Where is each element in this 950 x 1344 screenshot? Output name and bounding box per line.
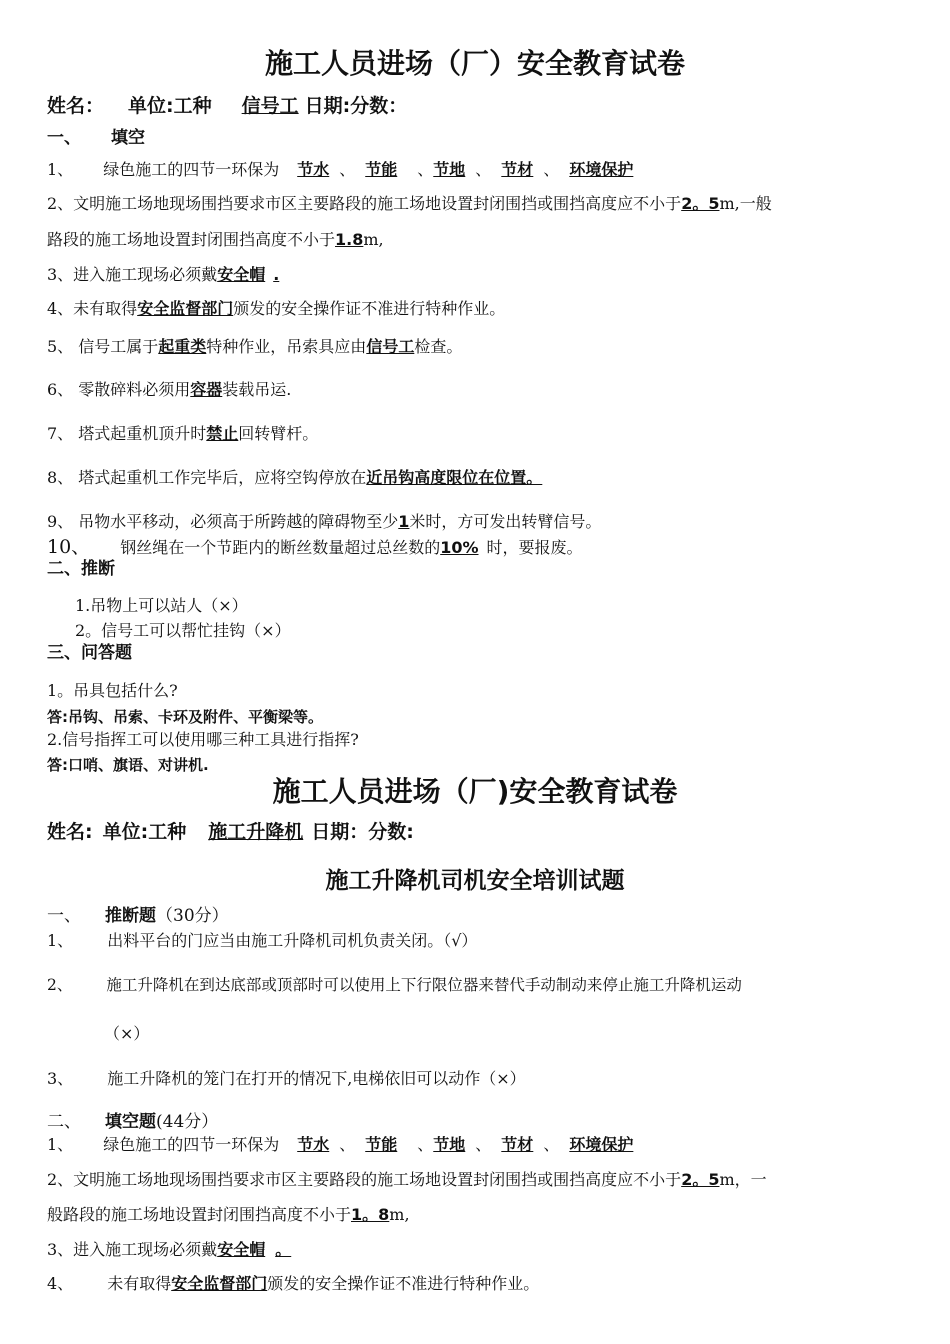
paper2-title: 施工人员进场（厂)安全教育试卷 [272, 775, 678, 808]
question-8: 8、 塔式起重机工作完毕后，应将空钩停放在近吊钩高度限位在位置。 [47, 468, 543, 487]
paper1-header [47, 94, 407, 118]
qa-1-answer: 答:吊钩、吊索、卡环及附件、平衡梁等。 [47, 708, 324, 726]
unit-label: 单位:工种 [128, 95, 212, 117]
paper2-header [47, 820, 414, 844]
p2-judge-2: 2、 施工升降机在到达底部或顶部时可以使用上下行限位器来替代手动制动来停止施工升降机运动 [47, 976, 742, 994]
p2-fill-3: 3、进入施工现场必须戴安全帽 。 [47, 1240, 292, 1259]
judge-2: 2。信号工可以帮忙挂钩（×） [75, 621, 291, 640]
question-1: 1、 绿色施工的四节一环保为 节水 、 节能 、节地 、 节材 、 环境保护 [47, 160, 634, 179]
name-label: 姓名： [47, 95, 105, 117]
section3-heading: 三、问答题 [47, 643, 132, 663]
section1-heading: 一、 填空 [47, 128, 145, 148]
qa-1-question: 1。吊具包括什么? [47, 681, 178, 700]
question-3: 3、进入施工现场必须戴安全帽 . [47, 265, 280, 284]
question-10: 10、 钢丝绳在一个节距内的断丝数量超过总丝数的10% 时，要报废。 [47, 536, 583, 558]
p2-fill-4: 4、 未有取得安全监督部门颁发的安全操作证不准进行特种作业。 [47, 1274, 540, 1293]
qa-2-answer: 答:口哨、旗语、对讲机. [47, 756, 209, 774]
question-6: 6、 零散碎料必须用容器装载吊运. [47, 380, 292, 399]
question-2: 2、文明施工场地现场围挡要求市区主要路段的施工场地设置封闭围挡或围挡高度应不小于2。5m,一般 [47, 194, 772, 213]
p2-section1-heading: 一、 推断题（30分） [47, 906, 229, 926]
judge-1: 1.吊物上可以站人（×） [75, 596, 248, 615]
job-value: 信号工 [241, 95, 299, 117]
p2-fill-1: 1、 绿色施工的四节一环保为 节水 、 节能 、节地 、 节材 、 环境保护 [47, 1135, 634, 1154]
question-2-cont: 路段的施工场地设置封闭围挡高度不小于1.8m, [47, 230, 384, 249]
name-label: 姓名: [47, 821, 93, 843]
date-score-label: 日期:分数： [304, 95, 408, 117]
unit-label: 单位:工种 [102, 821, 187, 843]
p2-section2-heading: 二、 填空题(44分） [47, 1112, 219, 1132]
p2-judge-1: 1、 出料平台的门应当由施工升降机司机负责关闭。（√） [47, 931, 478, 950]
question-9: 9、 吊物水平移动，必须高于所跨越的障碍物至少1米时，方可发出转臂信号。 [47, 512, 602, 531]
p2-judge-2-mark: （×） [104, 1024, 150, 1043]
question-4: 4、未有取得安全监督部门颁发的安全操作证不准进行特种作业。 [47, 299, 506, 318]
question-7: 7、 塔式起重机顶升时禁止回转臂杆。 [47, 424, 319, 443]
paper1-title: 施工人员进场（厂）安全教育试卷 [264, 47, 685, 80]
section2-heading: 二、推断 [47, 559, 115, 579]
date-score-label: 日期：分数: [311, 821, 414, 843]
p2-judge-3: 3、 施工升降机的笼门在打开的情况下,电梯依旧可以动作（×） [47, 1069, 526, 1088]
question-5: 5、 信号工属于起重类特种作业，吊索具应由信号工检查。 [47, 337, 463, 356]
job-value: 施工升降机 [208, 821, 304, 843]
paper2-subtitle: 施工升降机司机安全培训试题 [325, 867, 625, 894]
qa-2-question: 2.信号指挥工可以使用哪三种工具进行指挥? [47, 730, 359, 749]
p2-fill-2-cont: 般路段的施工场地设置封闭围挡高度不小于1。8m, [47, 1205, 410, 1224]
p2-fill-2: 2、文明施工场地现场围挡要求市区主要路段的施工场地设置封闭围挡或围挡高度应不小于2。5m，一 [47, 1170, 767, 1189]
